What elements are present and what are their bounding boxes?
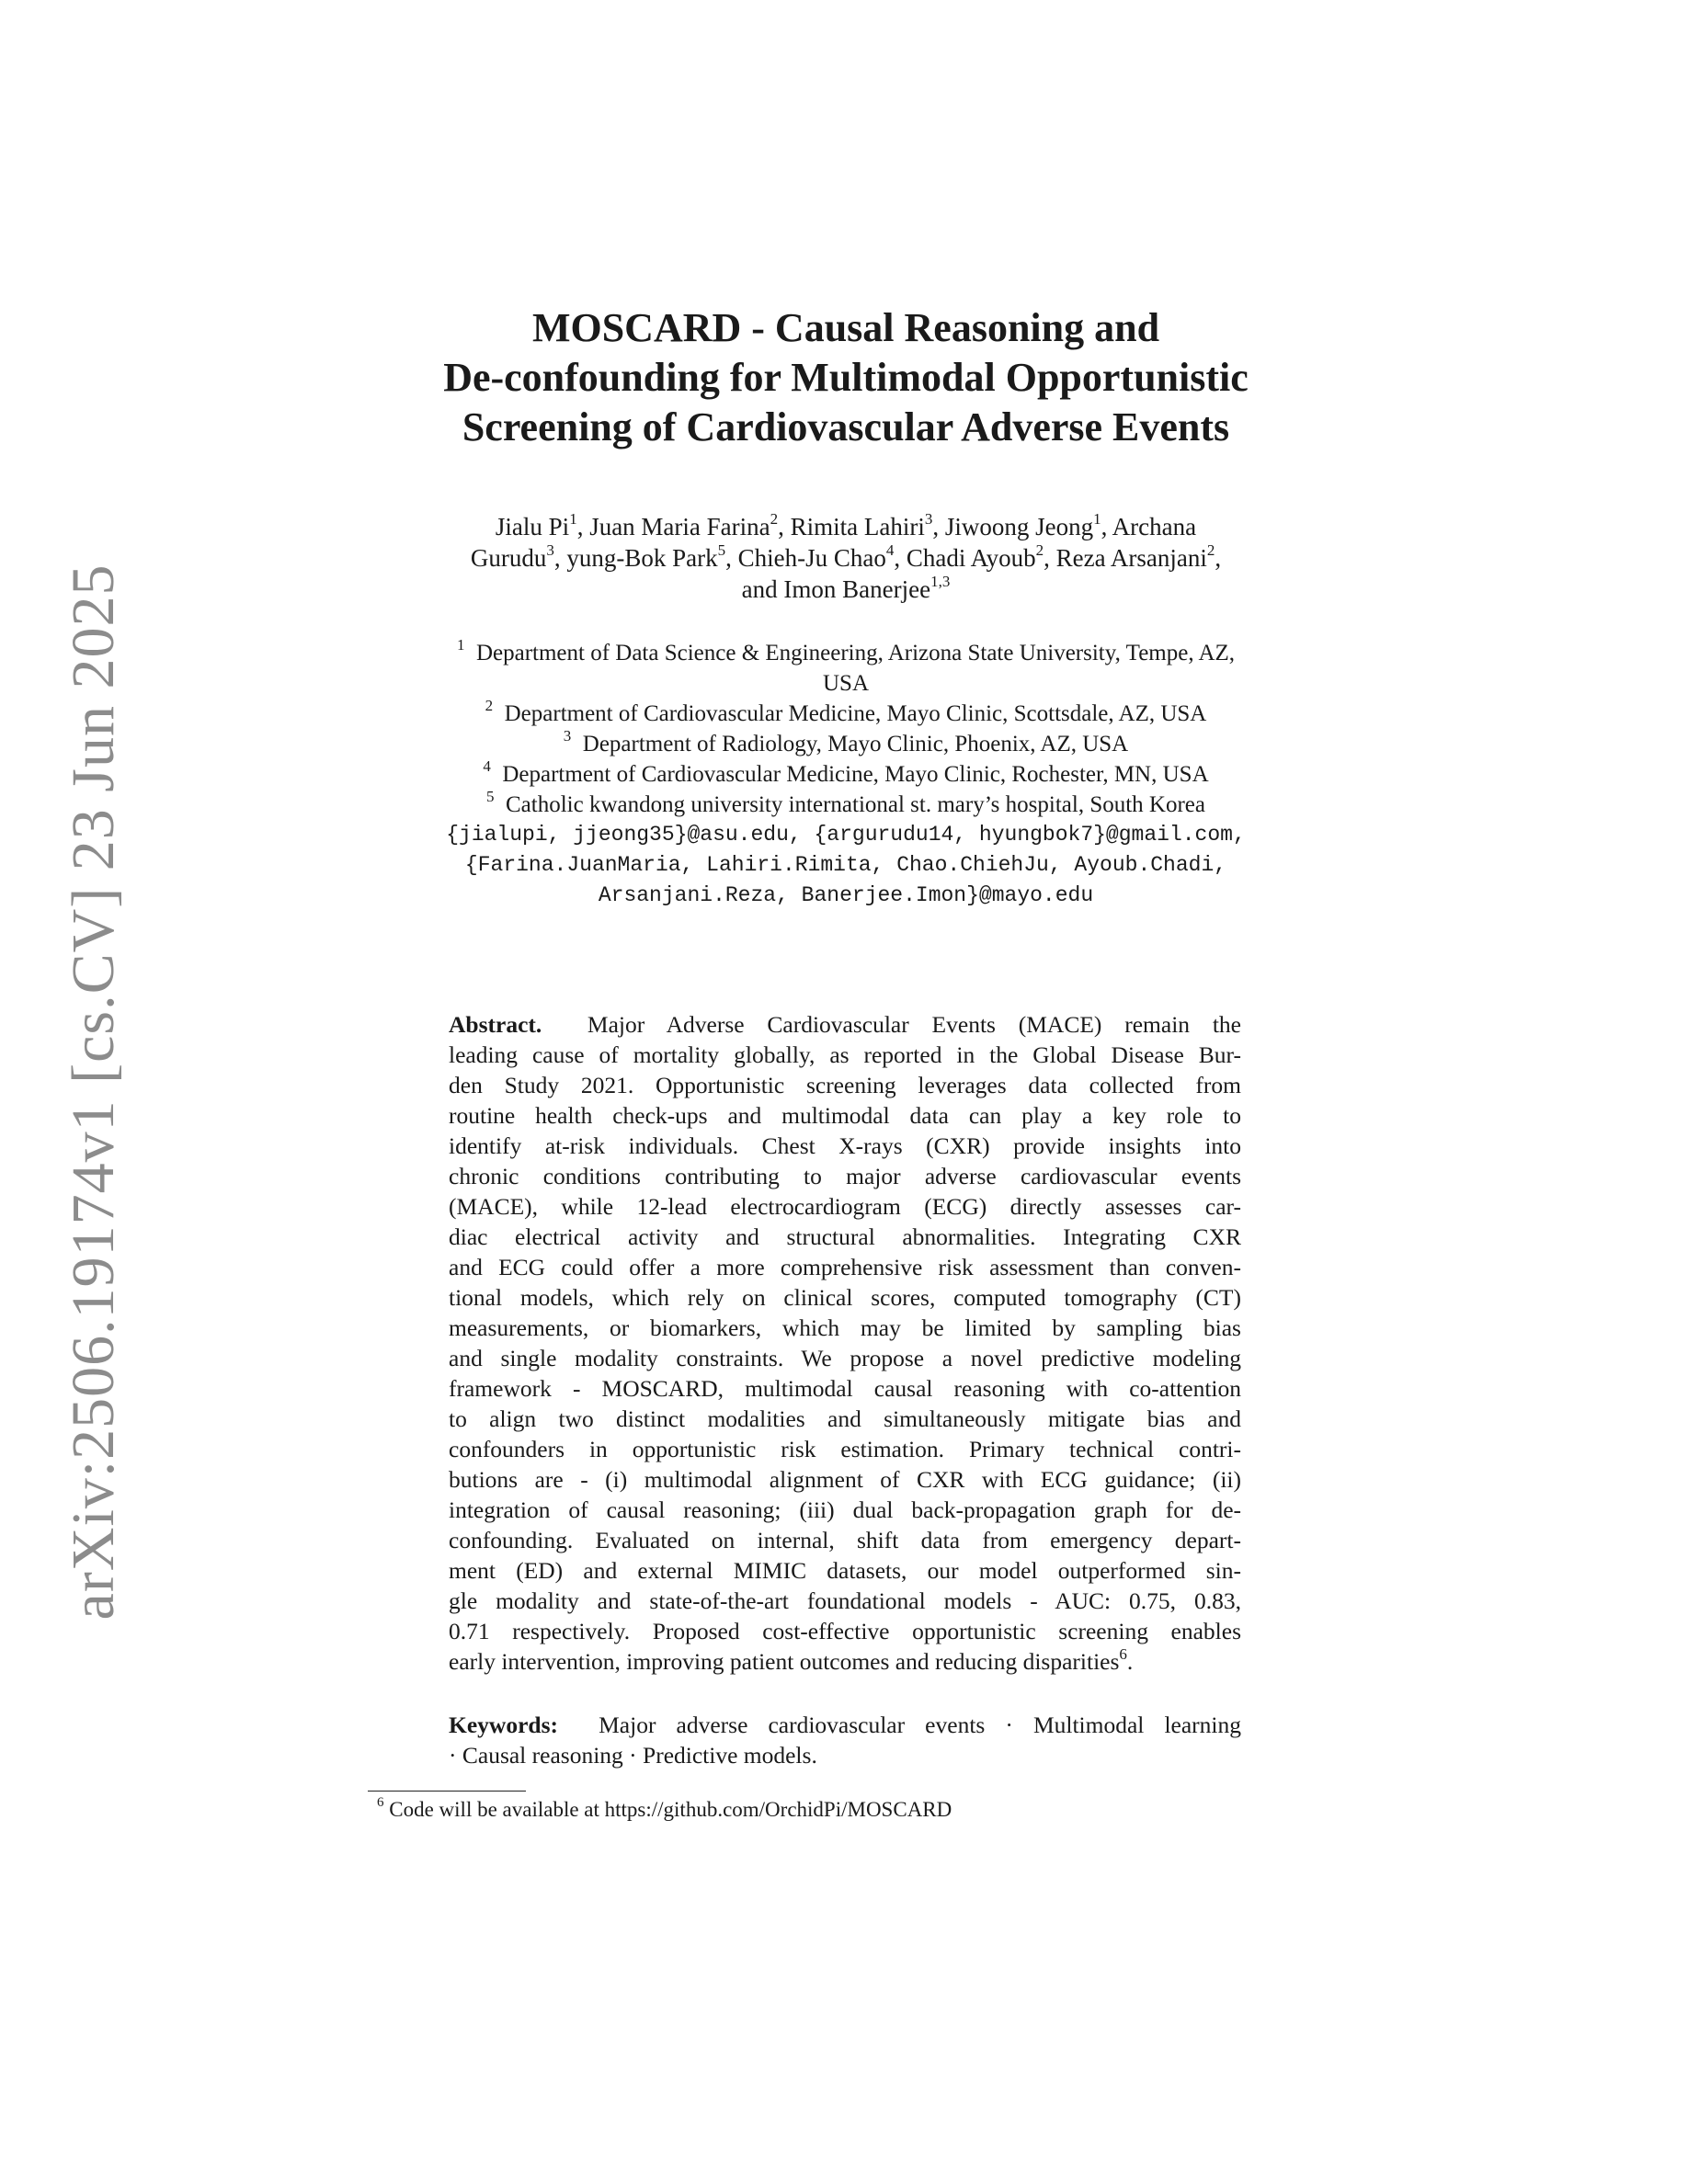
affiliation-number: 1 bbox=[456, 635, 465, 654]
affiliation-text: Catholic kwandong university international st. mary’s hospital, South Korea bbox=[506, 792, 1205, 817]
abstract-text: (MACE), while 12-lead electrocardiogram (ECG) directly assesses car- bbox=[449, 1193, 1241, 1220]
abstract-text: to align two distinct modalities and simultaneously mitigate bias and bbox=[449, 1405, 1241, 1432]
arxiv-stamp: arXiv:2506.19174v1 [cs.CV] 23 Jun 2025 bbox=[60, 563, 127, 1621]
author-line bbox=[349, 511, 1342, 542]
author-name: Gurudu bbox=[470, 544, 547, 572]
email-line: Arsanjani.Reza, Banerjee.Imon}@mayo.edu bbox=[598, 883, 1094, 907]
author-separator: , bbox=[1215, 544, 1222, 572]
title-line: De-confounding for Multimodal Opportunistic bbox=[443, 355, 1249, 400]
author-name: Reza Arsanjani bbox=[1055, 544, 1207, 572]
abstract-text: routine health check-ups and multimodal data can play a key role to bbox=[449, 1102, 1241, 1129]
author-name: Jialu Pi bbox=[495, 513, 570, 540]
abstract-text: Major Adverse Cardiovascular Events (MACE) remain the bbox=[587, 1011, 1241, 1038]
author-affiliation-sup: 1 bbox=[569, 510, 577, 528]
abstract-line bbox=[449, 1009, 1241, 1040]
affiliation-text: Department of Cardiovascular Medicine, Mayo Clinic, Scottsdale, AZ, USA bbox=[504, 701, 1207, 726]
abstract-text: tional models, which rely on clinical scores, computed tomography (CT) bbox=[449, 1284, 1241, 1311]
affiliation-text: Department of Radiology, Mayo Clinic, Phoenix, AZ, USA bbox=[582, 732, 1129, 756]
author-list bbox=[349, 511, 1342, 605]
affiliation-number: 5 bbox=[486, 787, 495, 805]
keywords-line bbox=[449, 1710, 1241, 1740]
author-name: Chieh-Ju Chao bbox=[737, 544, 886, 572]
affiliation bbox=[349, 787, 1342, 820]
affiliation-number: 4 bbox=[483, 756, 491, 775]
abstract-tail: . bbox=[1126, 1648, 1134, 1675]
author-affiliation-sup: 3 bbox=[546, 541, 554, 559]
title-line: Screening of Cardiovascular Adverse Events bbox=[462, 404, 1230, 449]
author-name: yung-Bok Park bbox=[566, 544, 718, 572]
abstract-line bbox=[449, 1555, 1241, 1586]
abstract-line bbox=[449, 1131, 1241, 1161]
footnote-number: 6 bbox=[377, 1795, 384, 1811]
footnote-rule bbox=[368, 1791, 526, 1792]
author-affiliation-sup: 1 bbox=[1093, 510, 1101, 528]
author-name: and Imon Banerjee bbox=[741, 575, 931, 603]
abstract-text: chronic conditions contributing to major adverse cardiovascular events bbox=[449, 1163, 1241, 1189]
abstract-text: and ECG could offer a more comprehensive risk assessment than conven- bbox=[449, 1254, 1241, 1280]
author-separator: , bbox=[576, 513, 590, 540]
keywords-line: · Causal reasoning · Predictive models. bbox=[449, 1742, 817, 1769]
author-separator: , bbox=[778, 513, 791, 540]
author-line bbox=[349, 542, 1342, 574]
abstract-text: integration of causal reasoning; (iii) dual back-propagation graph for de- bbox=[449, 1496, 1241, 1523]
affiliation-number: 3 bbox=[563, 726, 572, 745]
footnote bbox=[377, 1796, 952, 1824]
title-line: MOSCARD - Causal Reasoning and bbox=[531, 305, 1160, 350]
abstract-label: Abstract. bbox=[449, 1011, 542, 1038]
author-name: Rimita Lahiri bbox=[790, 513, 925, 540]
abstract-text: diac electrical activity and structural abnormalities. Integrating CXR bbox=[449, 1223, 1241, 1250]
abstract-text: butions are - (i) multimodal alignment of CXR with ECG guidance; (ii) bbox=[449, 1466, 1241, 1493]
abstract-text: and single modality constraints. We propose a novel predictive modeling bbox=[449, 1345, 1241, 1371]
abstract-line bbox=[449, 1100, 1241, 1131]
author-separator: , bbox=[553, 544, 567, 572]
affiliation-text: Department of Data Science & Engineering, Arizona State University, Tempe, AZ, bbox=[475, 641, 1236, 665]
keywords-label: Keywords: bbox=[449, 1712, 558, 1738]
abstract-line bbox=[449, 1070, 1241, 1100]
abstract-line bbox=[449, 1373, 1241, 1404]
author-separator: , bbox=[725, 544, 738, 572]
affiliation bbox=[349, 635, 1342, 668]
abstract-text: den Study 2021. Opportunistic screening leverages data collected from bbox=[449, 1072, 1241, 1098]
author-affiliation-sup: 2 bbox=[1035, 541, 1044, 559]
abstract-line bbox=[449, 1434, 1241, 1464]
author-separator: , bbox=[1044, 544, 1056, 572]
affiliations bbox=[349, 635, 1342, 911]
abstract-line bbox=[449, 1616, 1241, 1646]
abstract-line bbox=[449, 1040, 1241, 1070]
author-name: Jiwoong Jeong bbox=[944, 513, 1094, 540]
affiliation-continuation: USA bbox=[822, 671, 869, 696]
abstract-text: confounding. Evaluated on internal, shift data from emergency depart- bbox=[449, 1527, 1241, 1553]
abstract-line bbox=[449, 1313, 1241, 1343]
author-separator: , Archana bbox=[1101, 513, 1197, 540]
abstract-line bbox=[449, 1252, 1241, 1282]
author-affiliation-sup: 4 bbox=[885, 541, 895, 559]
keywords-text: Major adverse cardiovascular events · Multimodal learning bbox=[599, 1712, 1241, 1738]
abstract-text: identify at-risk individuals. Chest X-rays (CXR) provide insights into bbox=[449, 1132, 1241, 1159]
author-affiliation-sup: 1,3 bbox=[930, 573, 951, 590]
affiliation bbox=[349, 756, 1342, 790]
abstract-text: leading cause of mortality globally, as reported in the Global Disease Bur- bbox=[449, 1041, 1241, 1068]
affiliation-text: Department of Cardiovascular Medicine, Mayo Clinic, Rochester, MN, USA bbox=[502, 762, 1209, 787]
abstract-text: measurements, or biomarkers, which may be limited by sampling bias bbox=[449, 1314, 1241, 1341]
abstract-line bbox=[449, 1464, 1241, 1495]
abstract-text: gle modality and state-of-the-art foundational models - AUC: 0.75, 0.83, bbox=[449, 1587, 1241, 1614]
author-name: Chadi Ayoub bbox=[906, 544, 1036, 572]
abstract-text: confounders in opportunistic risk estimation. Primary technical contri- bbox=[449, 1436, 1241, 1462]
email-line: {jialupi, jjeong35}@asu.edu, {argurudu14, hyungbok7}@gmail.com, bbox=[446, 823, 1246, 847]
abstract-line bbox=[449, 1161, 1241, 1191]
abstract-line bbox=[449, 1191, 1241, 1222]
affiliation bbox=[349, 696, 1342, 729]
author-affiliation-sup: 5 bbox=[717, 541, 726, 559]
author-separator: , bbox=[894, 544, 907, 572]
footnote-marker: 6 bbox=[1119, 1644, 1127, 1663]
footnote-text: Code will be available at https://github.com/OrchidPi/MOSCARD bbox=[389, 1798, 952, 1821]
abstract-line bbox=[449, 1495, 1241, 1525]
author-line bbox=[349, 574, 1342, 605]
abstract-text: framework - MOSCARD, multimodal causal reasoning with co-attention bbox=[449, 1375, 1241, 1402]
abstract-line bbox=[449, 1646, 1241, 1677]
author-name: Juan Maria Farina bbox=[589, 513, 770, 540]
paper-title bbox=[368, 303, 1324, 452]
abstract-line bbox=[449, 1586, 1241, 1616]
abstract-text: 0.71 respectively. Proposed cost-effective opportunistic screening enables bbox=[449, 1618, 1241, 1644]
author-separator: , bbox=[932, 513, 945, 540]
abstract-text: ment (ED) and external MIMIC datasets, our model outperformed sin- bbox=[449, 1557, 1241, 1584]
abstract bbox=[449, 1009, 1241, 1677]
abstract-line bbox=[449, 1343, 1241, 1373]
abstract-line bbox=[449, 1282, 1241, 1313]
author-affiliation-sup: 2 bbox=[1206, 541, 1215, 559]
author-affiliation-sup: 2 bbox=[770, 510, 779, 528]
affiliation bbox=[349, 726, 1342, 759]
affiliation-number: 2 bbox=[485, 696, 494, 714]
abstract-line bbox=[449, 1404, 1241, 1434]
abstract-line bbox=[449, 1222, 1241, 1252]
keywords bbox=[449, 1710, 1241, 1770]
abstract-text: early intervention, improving patient outcomes and reducing disparities bbox=[449, 1648, 1120, 1675]
email-line: {Farina.JuanMaria, Lahiri.Rimita, Chao.ChiehJu, Ayoub.Chadi, bbox=[464, 853, 1227, 877]
author-affiliation-sup: 3 bbox=[924, 510, 933, 528]
abstract-line bbox=[449, 1525, 1241, 1555]
